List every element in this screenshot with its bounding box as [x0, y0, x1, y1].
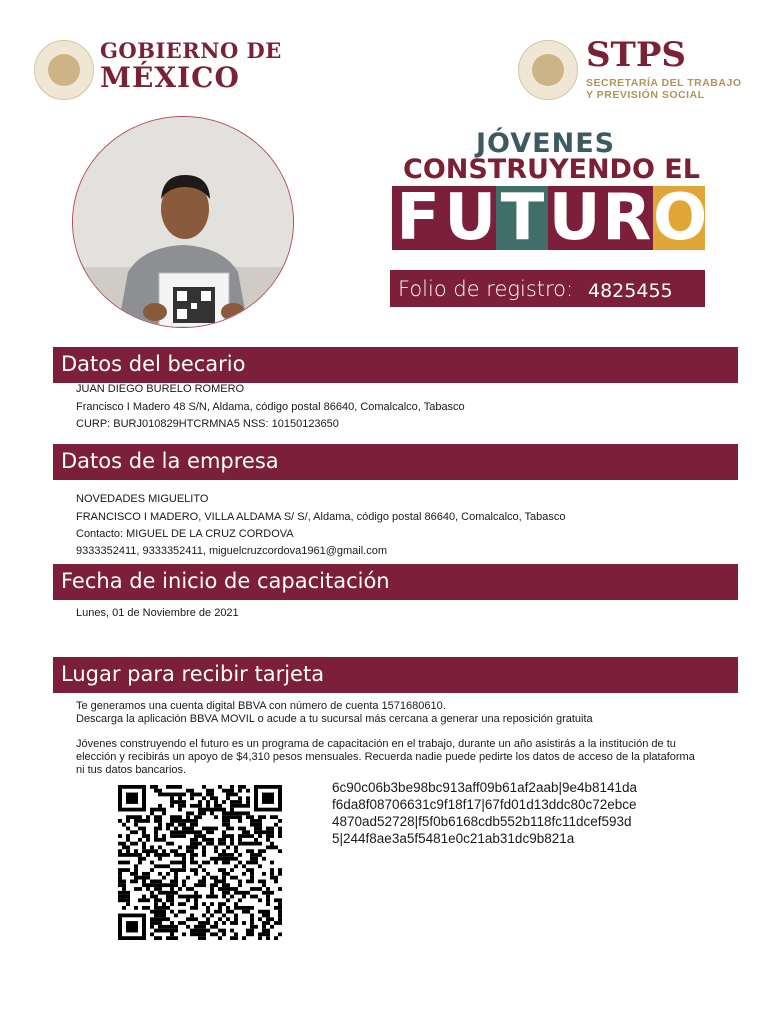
futuro-word-logo	[392, 181, 708, 255]
becario-name: JUAN DIEGO BURELO ROMERO	[76, 383, 245, 395]
empresa-phones-email: 9333352411, 9333352411, miguelcruzcordova1961@gmail.com	[76, 545, 388, 557]
lugar-app-line: Descarga la aplicación BBVA MOVIL o acude a tu sucursal más cercana a generar una reposición gratuita	[76, 713, 593, 725]
program-title-line2: CONSTRUYENDO EL	[403, 154, 700, 185]
becario-photo	[72, 116, 294, 328]
section-fecha-header	[53, 564, 738, 600]
hash-line-4: 5|244f8ae3a5f5481e0c21ab31dc9b821a	[332, 831, 575, 846]
folio-label: Folio de registro:	[398, 277, 574, 301]
stps-sub-line2: Y PREVISIÓN SOCIAL	[586, 89, 705, 101]
futuro-letter: F	[392, 186, 444, 250]
becario-ids: CURP: BURJ010829HTCRMNA5 NSS: 10150123650	[76, 418, 339, 430]
futuro-letter: U	[548, 181, 601, 255]
verification-hash	[332, 779, 662, 847]
section-lugar-header	[53, 657, 738, 693]
stps-seal-logo	[518, 40, 578, 100]
folio-box	[390, 270, 705, 307]
futuro-letter: R	[602, 181, 652, 255]
futuro-letter: O	[652, 181, 708, 255]
empresa-contact: Contacto: MIGUEL DE LA CRUZ CORDOVA	[76, 528, 294, 540]
stps-title: STPS	[586, 35, 686, 75]
empresa-address: FRANCISCO I MADERO, VILLA ALDAMA S/ S/, Aldama, código postal 86640, Comalcalco, Tabasco	[76, 511, 566, 523]
gobierno-line1: GOBIERNO DE	[100, 38, 282, 63]
hash-line-1: 6c90c06b3be98bc913aff09b61af2aab|9e4b8141da	[332, 780, 638, 795]
lugar-program-paragraph: Jóvenes construyendo el futuro es un programa de capacitación en el trabajo, durante un año asistirás a la institución de tu elección y recibirás un apoyo de $4,310 pesos mensuales. Recuerda nadie puede pedirte los datos de acceso de la plataforma ni tus datos bancarios.	[76, 738, 695, 776]
lugar-account-line: Te generamos una cuenta digital BBVA con número de cuenta 1571680610.	[76, 700, 446, 712]
futuro-letter: U	[444, 181, 497, 255]
futuro-letter: T	[496, 186, 548, 250]
qr-code	[118, 785, 282, 940]
stps-subtitle	[586, 77, 741, 101]
hash-line-3: 4870ad52728|f5f0b6168cdb552b118fc11dcef593d	[332, 814, 632, 829]
folio-value: 4825455	[588, 280, 673, 302]
section-empresa-header	[53, 444, 738, 480]
section-fecha-title: Fecha de inicio de capacitación	[61, 569, 390, 593]
gobierno-line2: MÉXICO	[100, 61, 240, 94]
person-photo-illustration	[73, 117, 293, 327]
hash-line-2: f6da8f08706631c9f18f17|67fd01d13ddc80c72ebce	[332, 797, 637, 812]
gobierno-de-mexico-logo	[100, 40, 282, 92]
becario-address: Francisco I Madero 48 S/N, Aldama, código postal 86640, Comalcalco, Tabasco	[76, 401, 465, 413]
section-empresa-title: Datos de la empresa	[61, 449, 279, 473]
stps-sub-line1: SECRETARÍA DEL TRABAJO	[586, 77, 742, 89]
program-title-line1: JÓVENES	[476, 128, 616, 159]
mexico-seal-logo	[34, 40, 94, 100]
section-becario-header	[53, 347, 738, 383]
fecha-value: Lunes, 01 de Noviembre de 2021	[76, 607, 239, 619]
section-becario-title: Datos del becario	[61, 352, 246, 376]
empresa-name: NOVEDADES MIGUELITO	[76, 493, 209, 505]
section-lugar-title: Lugar para recibir tarjeta	[61, 662, 325, 686]
